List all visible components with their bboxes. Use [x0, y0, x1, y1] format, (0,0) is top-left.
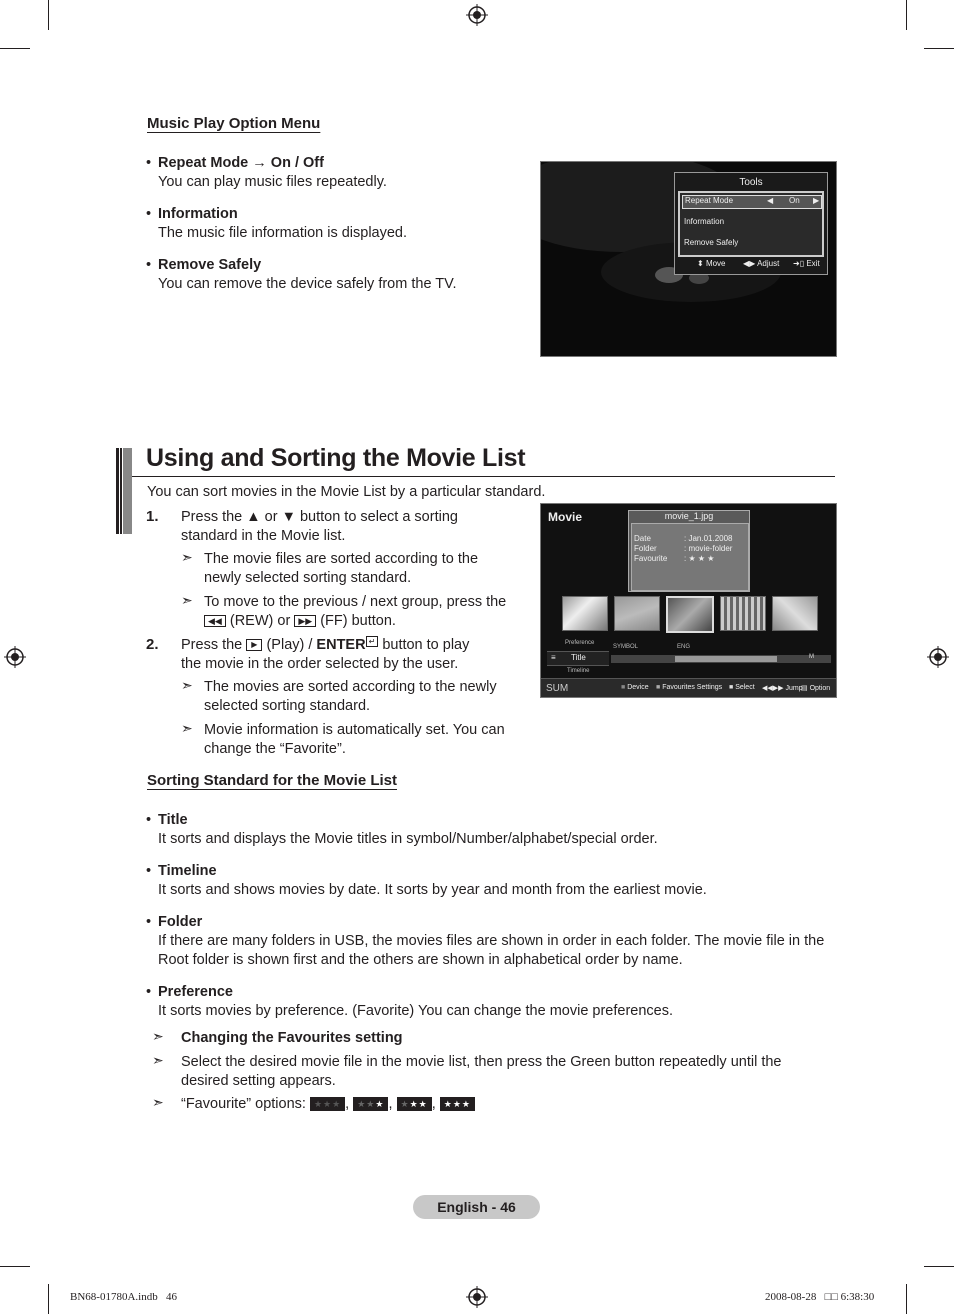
filename: movie_1.jpg — [664, 511, 714, 521]
page-number: English - 46 — [413, 1195, 540, 1219]
group-eng: ENG — [677, 644, 691, 650]
crop-mark — [924, 1266, 954, 1267]
section-heading: Sorting Standard for the Movie List — [147, 772, 398, 789]
sum-label: SUM — [546, 683, 569, 694]
exit-icon: ➜▯ — [793, 259, 805, 268]
movie-label: Movie — [548, 510, 583, 524]
group-bar-fill — [675, 656, 777, 662]
info-value: : movie-folder — [684, 544, 733, 553]
info-popup — [628, 510, 750, 592]
rew-icon: ◀◀ — [204, 615, 226, 627]
step-text: Press the ▶ (Play) / ENTER ↵ button to play the movie in the order selected by the user. — [181, 637, 470, 672]
tools-list — [678, 191, 824, 257]
list-item: • Folder If there are many folders in USB, the movies files are shown in order in each folder. The movie file in the Root folder is shown first and the others are shown in alphabetical order by name. — [146, 914, 825, 968]
green-button-icon: ■ — [656, 684, 661, 691]
note-arrow-icon: ➣ — [152, 1028, 164, 1044]
menu-icon: ≡ — [551, 653, 556, 662]
note-arrow-icon: ➣ — [152, 1094, 164, 1110]
information-row[interactable]: Information — [684, 217, 725, 226]
footer-option[interactable]: ▤ Option — [801, 685, 831, 692]
remove-safely-row[interactable]: Remove Safely — [684, 238, 739, 247]
note-arrow-icon: ➣ — [181, 677, 193, 693]
list-item: • Title It sorts and displays the Movie titles in symbol/Number/alphabet/special order. — [146, 812, 658, 847]
print-date-info: 2008-08-28 □□ 6:38:30 — [765, 1291, 875, 1303]
list-item: • Remove Safely You can remove the device safely from the TV. — [146, 257, 457, 292]
list-item: • Preference It sorts movies by preference. (Favorite) You can change the movie preferences. — [146, 984, 674, 1019]
step-number: 1. — [146, 508, 159, 525]
title-bar-decoration — [116, 448, 132, 534]
info-key: Date — [634, 534, 651, 543]
sort-selector[interactable] — [547, 651, 609, 666]
favourite-option-1: ★★★ — [353, 1097, 388, 1111]
info-value: : Jan.01.2008 — [684, 534, 733, 543]
footer-adjust: ◀▶ Adjust — [743, 259, 780, 268]
sort-prev: Preference — [565, 640, 595, 646]
note-text: Select the desired movie file in the movie list, then press the Green button repeatedly until the desired setting appears. — [181, 1054, 782, 1089]
step-text: Press the ▲ or ▼ button to select a sorting standard in the Movie list. — [181, 509, 458, 544]
note-arrow-icon: ➣ — [181, 720, 193, 736]
updown-icon: ⬍ — [697, 259, 704, 268]
title-rule — [132, 476, 835, 477]
favourite-option-3: ★★★ — [440, 1097, 475, 1111]
note-text: To move to the previous / next group, press the ◀◀ (REW) or ▶▶ (FF) button. — [204, 594, 507, 629]
play-icon: ▶ — [246, 639, 262, 651]
section-heading: Music Play Option Menu — [147, 115, 321, 132]
tools-screenshot — [540, 161, 837, 357]
registration-mark-icon — [4, 646, 26, 668]
sort-current: Title — [571, 653, 586, 662]
footer-exit: ➜▯ Exit — [793, 259, 820, 268]
footer-device[interactable]: ■ Device — [621, 684, 649, 691]
footer-select[interactable]: ■ Select — [729, 684, 755, 691]
note-text: The movie files are sorted according to the newly selected sorting standard. — [204, 551, 479, 586]
note-text: Movie information is automatically set. You can change the “Favorite”. — [204, 722, 505, 757]
list-item: • Repeat Mode → On / Off You can play music files repeatedly. — [146, 155, 387, 190]
note-heading: Changing the Favourites setting — [181, 1030, 403, 1046]
list-item: • Timeline It sorts and shows movies by date. It sorts by year and month from the earliest movie. — [146, 863, 707, 898]
enter-icon: ↵ — [366, 636, 379, 647]
crop-mark — [48, 1284, 49, 1314]
crop-mark — [924, 48, 954, 49]
list-item: • Information The music file information is displayed. — [146, 206, 408, 241]
favourite-option-0: ★★★ — [310, 1097, 345, 1111]
ff-icon: ▶▶ — [294, 615, 316, 627]
tools-icon: ▤ — [801, 685, 808, 692]
footer-jump[interactable]: ◀◀▶▶ Jump — [762, 685, 803, 692]
tools-title: Tools — [739, 177, 763, 188]
movie-thumbnail[interactable] — [720, 596, 766, 631]
favourite-options: “Favourite” options: ★★★ , ★★★ , ★★★ , ★★★ — [181, 1095, 475, 1114]
red-button-icon: ■ — [621, 684, 626, 691]
registration-mark-icon — [466, 4, 488, 26]
favourite-option-2: ★★★ — [397, 1097, 432, 1111]
movie-footer — [541, 678, 836, 698]
crop-mark — [906, 0, 907, 30]
tools-menu — [674, 172, 828, 275]
repeat-value: On — [789, 196, 800, 205]
rew-ff-icon: ◀◀▶▶ — [762, 685, 784, 692]
crop-mark — [0, 48, 30, 49]
movie-list-screenshot — [540, 503, 837, 698]
note-text: The movies are sorted according to the newly selected sorting standard. — [204, 679, 497, 714]
movie-thumbnail[interactable] — [772, 596, 818, 631]
note-arrow-icon: ➣ — [181, 592, 193, 608]
info-key: Favourite — [634, 554, 668, 563]
right-arrow-icon[interactable]: ▶ — [813, 196, 820, 205]
footer-fav[interactable]: ■ Favourites Settings — [656, 684, 723, 691]
group-bar[interactable] — [611, 655, 831, 663]
movie-thumbnail-selected[interactable] — [666, 596, 714, 633]
group-m: M — [809, 654, 814, 660]
group-symbol: SYMBOL — [613, 644, 639, 650]
registration-mark-icon — [466, 1286, 488, 1308]
print-file-info: BN68-01780A.indb 46 — [70, 1291, 177, 1303]
yellow-button-icon: ■ — [729, 684, 734, 691]
page-title: Using and Sorting the Movie List — [146, 444, 526, 472]
left-arrow-icon[interactable]: ◀ — [767, 196, 774, 205]
info-key: Folder — [634, 544, 657, 553]
note-arrow-icon: ➣ — [181, 549, 193, 565]
crop-mark — [0, 1266, 30, 1267]
repeat-mode-label: Repeat Mode — [685, 196, 734, 205]
crop-mark — [906, 1284, 907, 1314]
note-arrow-icon: ➣ — [152, 1052, 164, 1068]
sort-next: Timeline — [567, 668, 590, 674]
footer-move: ⬍ Move — [697, 259, 726, 268]
leftright-icon: ◀▶ — [743, 259, 756, 268]
repeat-mode-row[interactable] — [682, 195, 822, 209]
intro-text: You can sort movies in the Movie List by a particular standard. — [147, 484, 546, 500]
info-value: : ★ ★ ★ — [684, 554, 715, 563]
movie-thumbnail[interactable] — [562, 596, 608, 631]
registration-mark-icon — [927, 646, 949, 668]
info-panel — [631, 523, 749, 591]
step-number: 2. — [146, 636, 159, 653]
movie-thumbnail[interactable] — [614, 596, 660, 631]
crop-mark — [48, 0, 49, 30]
